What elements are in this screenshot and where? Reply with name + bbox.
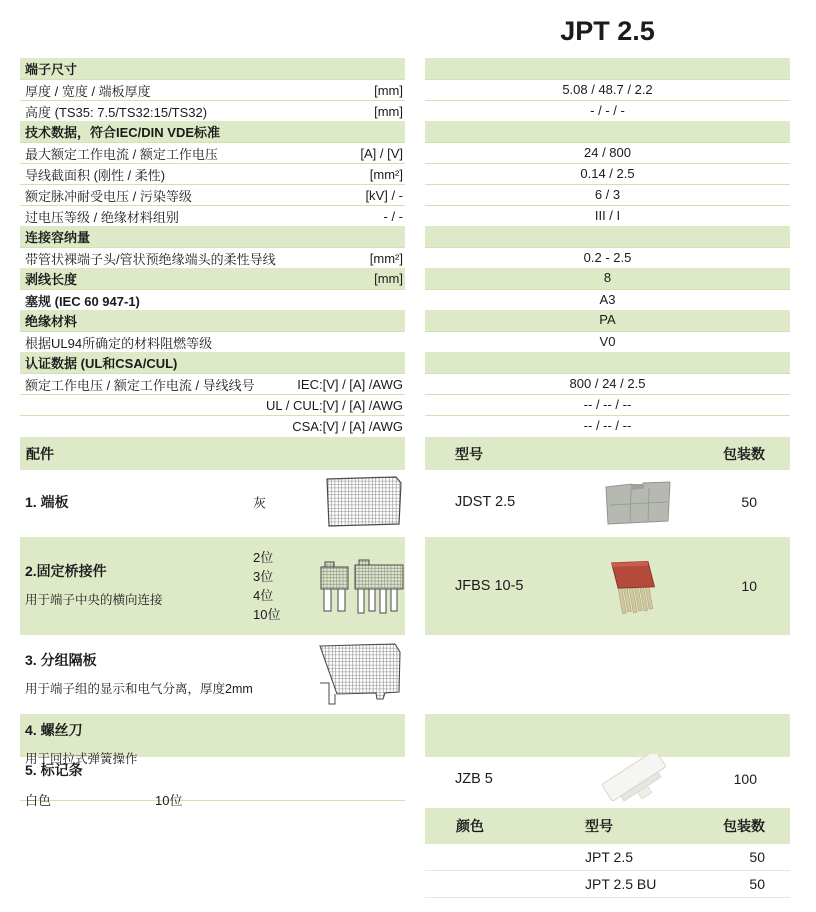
spec-label: 导线截面积 (刚性 / 柔性) [25,167,166,183]
accessories-table [0,470,816,808]
spec-value: 800 / 24 / 2.5 [425,373,790,394]
accessory-pack-quantity: 100 [733,771,757,787]
spec-unit: [kV] / - [365,187,403,203]
separator-lineart-icon [317,643,405,707]
accessory-left-cell [20,714,405,766]
spec-label: 额定脉冲耐受电压 / 污染等级 [25,188,192,204]
spec-left-cell [20,58,405,79]
spec-label: 剥线长度 [25,272,78,287]
accessory-text-block [20,492,69,512]
variant-row [425,844,790,871]
accessories-columns-header [425,437,790,470]
section-header-row [0,352,816,373]
endplate-photo-icon [560,478,712,526]
accessory-model: JDST 2.5 [455,494,516,510]
spec-value [425,58,790,79]
model-column-header: 型号 [585,818,613,834]
accessory-text-block [20,757,405,809]
spec-value: PA [425,310,790,331]
spec-label: 带管状裸端子头/管状预绝缘端头的柔性导线 [25,251,276,267]
endplate-lineart-icon [323,476,405,528]
spec-row [0,163,816,184]
spec-value [425,121,790,142]
variant-row [425,871,790,898]
spec-left-cell [20,415,405,436]
spec-unit: IEC:[V] / [A] /AWG [297,376,403,392]
accessory-pack-quantity: 50 [741,494,757,510]
spec-value: V0 [425,331,790,352]
spec-unit: - / - [383,208,403,224]
spec-unit: UL / CUL:[V] / [A] /AWG [265,397,403,413]
accessory-title: 5. 标记条 [25,762,83,778]
color-column-header: 颜色 [456,818,484,834]
spec-label: 连接容纳量 [25,230,91,245]
spec-table [0,58,816,436]
spec-label: 塞规 (IEC 60 947-1) [25,293,140,309]
accessory-left-cell [20,537,405,635]
spec-left-cell [20,373,405,394]
accessory-right-cell [425,638,790,712]
spec-row [0,310,816,331]
section-header-row [0,121,816,142]
accessory-right-cell [425,757,790,801]
model-column-header: 型号 [455,445,483,462]
spec-left-cell [20,142,405,163]
spec-left-cell [20,121,405,142]
spec-unit: [mm] [374,103,403,119]
spec-row [0,394,816,415]
accessory-right-cell [425,470,790,534]
accessory-title: 2.固定桥接件 [25,563,107,579]
spec-value: 8 [425,268,790,289]
spec-left-cell [20,226,405,247]
bridge-options-list [253,548,280,624]
spec-row [0,331,816,352]
spec-left-cell [20,331,405,352]
spec-unit: [mm] [374,82,403,98]
marker-positions-label: 10位 [155,793,183,808]
variants-rows [425,844,790,898]
accessory-model: JZB 5 [455,771,493,787]
section-header-row [0,58,816,79]
spec-left-cell [20,394,405,415]
variant-pack-quantity: 50 [749,849,765,865]
accessory-pack-quantity: 10 [741,578,757,594]
page-title: JPT 2.5 [560,16,655,46]
accessory-title: 3. 分组隔板 [25,652,97,668]
spec-unit: [A] / [V] [360,145,403,161]
spec-left-cell [20,205,405,226]
marker-detail-line [25,790,405,809]
section-header-row [0,226,816,247]
accessory-title: 4. 螺丝刀 [25,722,83,738]
spec-value: -- / -- / -- [425,394,790,415]
accessory-row [0,714,816,766]
variant-model: JPT 2.5 [585,849,633,865]
spec-row [0,142,816,163]
spec-label: 根据UL94所确定的材料阻燃等级 [25,335,213,351]
spec-left-cell [20,247,405,268]
spec-value: 5.08 / 48.7 / 2.2 [425,79,790,100]
spec-row [0,247,816,268]
spec-row [0,289,816,310]
spec-label: 厚度 / 宽度 / 端板厚度 [25,83,151,99]
spec-row [0,100,816,121]
spec-row [0,415,816,436]
accessory-row [0,638,816,712]
spec-value: 6 / 3 [425,184,790,205]
spec-label: 绝缘材料 [25,314,78,329]
spec-label: 技术数据，符合IEC/DIN VDE标准 [25,125,221,140]
spec-value: 0.2 - 2.5 [425,247,790,268]
spec-left-cell [20,310,405,331]
spec-unit: [mm²] [369,166,403,182]
accessory-right-cell [425,714,790,757]
spec-unit: [mm] [374,271,403,286]
spec-left-cell [20,184,405,205]
accessories-title: 配件 [20,437,405,470]
accessory-model: JFBS 10-5 [455,578,524,594]
spec-value [425,352,790,373]
spec-label: 过电压等级 / 绝缘材料组别 [25,209,179,225]
accessory-description: 用于回拉式弹簧操作 [25,752,138,766]
accessory-title: 1. 端板 [25,494,69,510]
spec-unit: [mm²] [369,250,403,266]
accessory-row [0,537,816,635]
bridge-option-label: 4位 [253,588,274,603]
spec-row [0,79,816,100]
spec-value: - / - / - [425,100,790,121]
spec-unit: CSA:[V] / [A] /AWG [292,418,403,434]
accessory-left-cell [20,638,405,712]
bridge-option-label: 3位 [253,569,274,584]
accessory-left-cell [20,757,405,808]
spec-value [425,226,790,247]
spec-label: 最大额定工作电流 / 额定工作电压 [25,146,218,162]
spec-row [0,184,816,205]
spec-row [0,268,816,289]
accessory-left-cell [20,470,405,534]
spec-value: A3 [425,289,790,310]
variants-header-row [425,808,790,844]
accessory-row [0,757,816,808]
bridge-lineart-icon [319,557,405,615]
spec-row [0,373,816,394]
spec-value: 0.14 / 2.5 [425,163,790,184]
pack-column-header: 包装数 [723,445,765,462]
bridge-option-label: 2位 [253,550,274,565]
spec-left-cell [20,100,405,121]
spec-left-cell [20,352,405,373]
spec-left-cell [20,268,405,289]
accessory-description: 用于端子中央的横向连接 [25,593,163,607]
pack-column-header: 包装数 [723,818,765,834]
spec-label: 端子尺寸 [25,62,78,77]
spec-label: 认证数据 (UL和CSA/CUL) [25,356,178,371]
spec-left-cell [20,163,405,184]
bridge-photo-icon [560,550,712,622]
spec-left-cell [20,79,405,100]
marker-photo-icon [560,754,712,804]
spec-label: 额定工作电压 / 额定工作电流 / 导线线号 [25,377,255,393]
spec-label: 高度 (TS35: 7.5/TS32:15/TS32) [25,104,208,120]
accessory-right-cell [425,537,790,635]
accessory-row [0,470,816,534]
variant-model: JPT 2.5 BU [585,876,657,892]
accessories-header-row [0,437,816,470]
endplate-color-label: 灰 [253,495,267,511]
spec-value: III / I [425,205,790,226]
bridge-option-label: 10位 [253,607,281,622]
accessory-description: 用于端子组的显示和电气分离，厚度2mm [25,682,253,696]
spec-left-cell [20,289,405,310]
marker-color-label: 白色 [25,793,52,808]
variants-table [425,808,790,898]
variant-pack-quantity: 50 [749,876,765,892]
spec-value: -- / -- / -- [425,415,790,436]
spec-value: 24 / 800 [425,142,790,163]
spec-row [0,205,816,226]
